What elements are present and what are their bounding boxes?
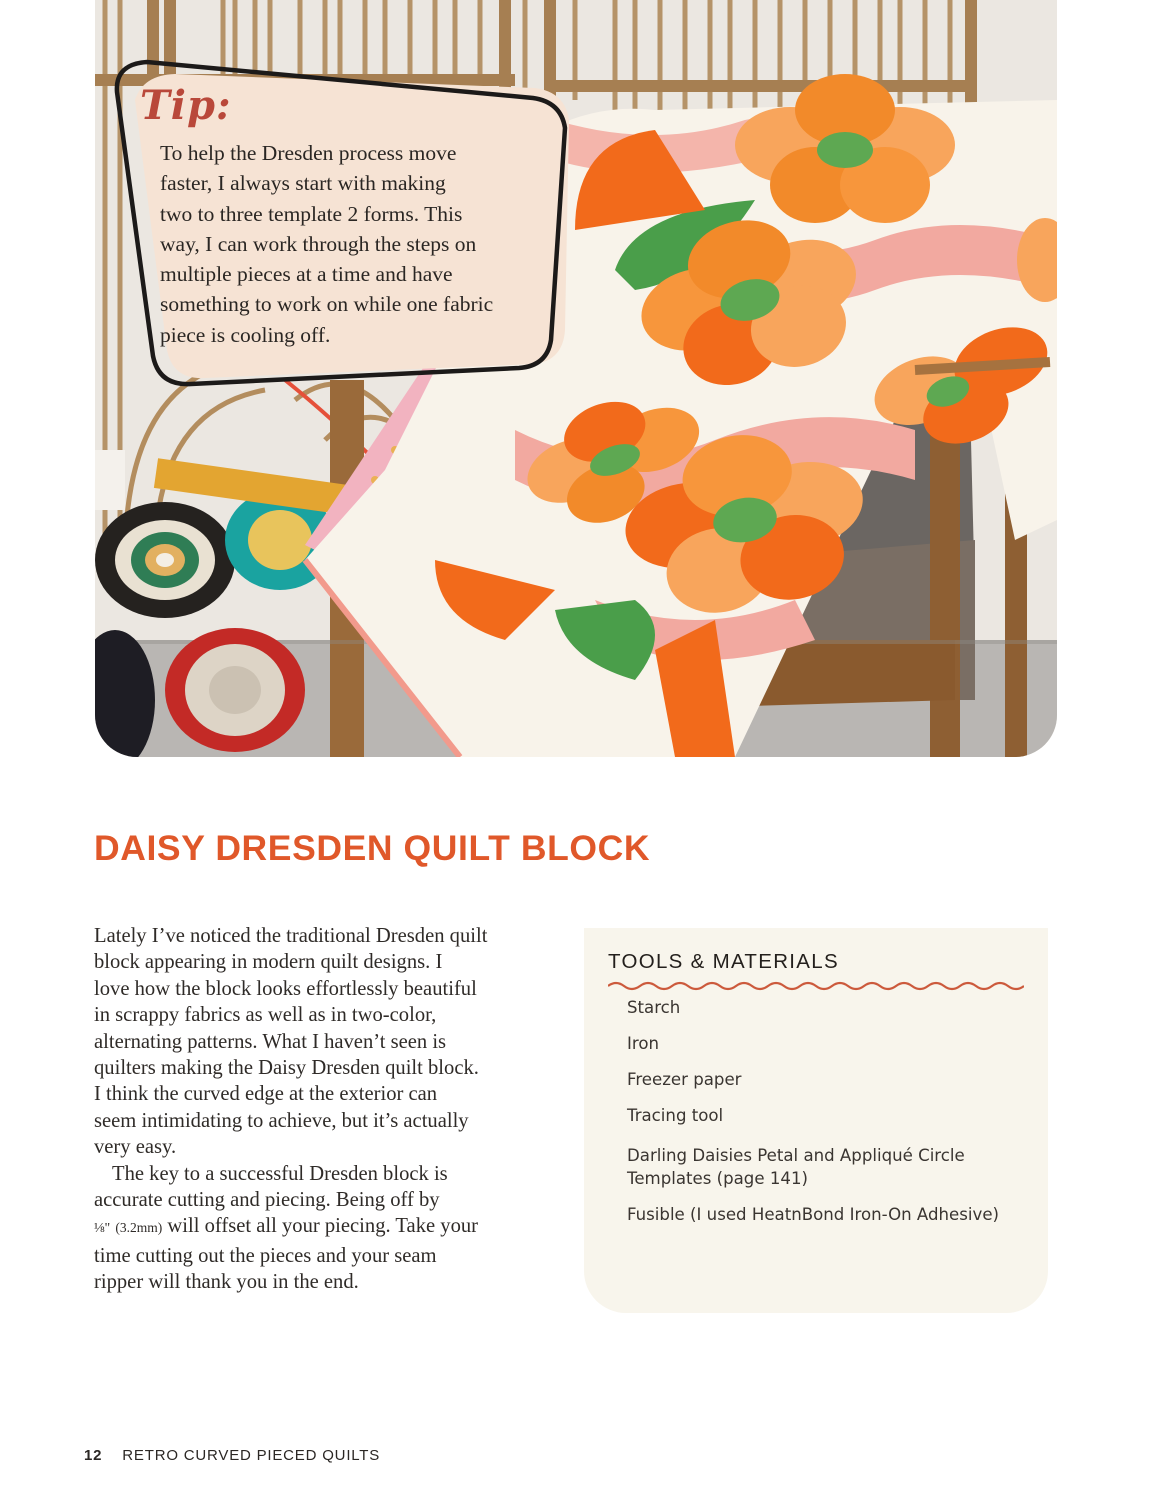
tip-line: multiple pieces at a time and have xyxy=(160,262,453,287)
measure-metric: (3.2mm) xyxy=(115,1220,163,1236)
tools-materials-box xyxy=(584,928,1048,1313)
tip-line: two to three template 2 forms. This xyxy=(160,201,463,226)
tools-item: Iron xyxy=(627,1034,660,1053)
tools-title: TOOLS & MATERIALS xyxy=(608,950,839,973)
body-line: Lately I’ve noticed the traditional Dresden quilt xyxy=(94,925,488,947)
wavy-divider-icon xyxy=(608,980,1024,992)
tools-item: Tracing tool xyxy=(627,1106,724,1125)
body-line: The key to a successful Dresden block is xyxy=(112,1162,448,1185)
intro-body-text xyxy=(94,923,544,1296)
tools-item: Starch xyxy=(627,998,681,1017)
tip-line: faster, I always start with making xyxy=(160,171,446,196)
body-line: ripper will thank you in the end. xyxy=(94,1271,359,1294)
body-line: I think the curved edge at the exterior can xyxy=(94,1083,438,1106)
tip-line: something to work on while one fabric xyxy=(160,292,494,317)
tip-line: piece is cooling off. xyxy=(160,322,331,347)
page-footer xyxy=(84,1447,380,1464)
body-line: accurate cutting and piecing. Being off by xyxy=(94,1189,440,1212)
page-number: 12 xyxy=(84,1447,103,1464)
tip-body xyxy=(160,138,560,350)
body-line: love how the block looks effortlessly beautiful xyxy=(94,977,477,1000)
body-line: quilters making the Daisy Dresden quilt block. xyxy=(94,1057,479,1080)
body-line-measurement xyxy=(94,1213,544,1242)
measure-rest: will offset all your piecing. Take your xyxy=(162,1215,479,1238)
body-line: time cutting out the pieces and your seam xyxy=(94,1244,437,1267)
section-title: DAISY DRESDEN QUILT BLOCK xyxy=(94,828,651,868)
tools-item: Fusible (I used HeatnBond Iron-On Adhesive) xyxy=(627,1205,999,1224)
tools-item: Freezer paper xyxy=(627,1070,742,1089)
running-title: RETRO CURVED PIECED QUILTS xyxy=(122,1447,381,1464)
tip-title: Tip: xyxy=(140,82,232,129)
body-line: alternating patterns. What I haven’t seen is xyxy=(94,1030,447,1053)
tools-item: Darling Daisies Petal and Appliqué Circle Templates (page 141) xyxy=(627,1146,965,1188)
measure-fraction: ⅛" xyxy=(94,1221,111,1237)
tip-line: To help the Dresden process move xyxy=(160,141,457,165)
quilt-photo xyxy=(95,0,1057,757)
body-line: in scrappy fabrics as well as in two-color, xyxy=(94,1004,437,1027)
quilt-photo-illustration xyxy=(95,0,1057,757)
body-line: block appearing in modern quilt designs. I xyxy=(94,951,443,974)
tip-callout xyxy=(160,138,560,350)
body-line: seem intimidating to achieve, but it’s actually xyxy=(94,1109,469,1132)
body-line: very easy. xyxy=(94,1136,177,1159)
tip-line: way, I can work through the steps on xyxy=(160,231,477,256)
